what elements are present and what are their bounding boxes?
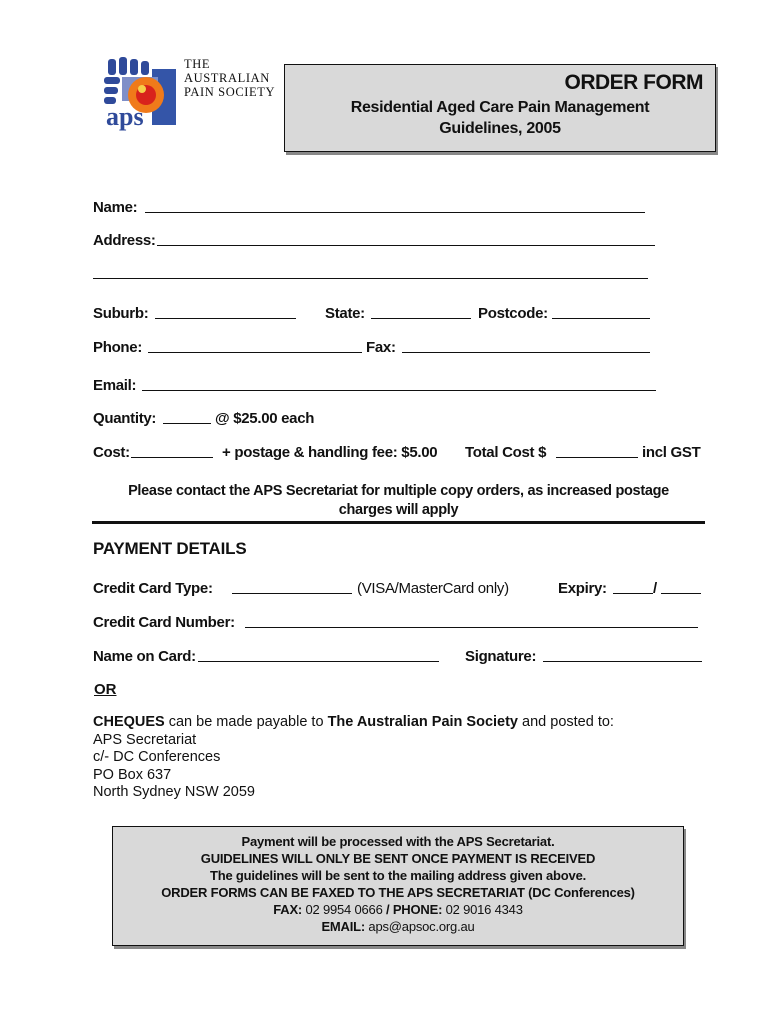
signature-field[interactable] bbox=[543, 661, 702, 662]
publication-title-line-2: Guidelines, 2005 bbox=[439, 120, 561, 137]
cost-field[interactable] bbox=[131, 457, 213, 458]
email-address: aps@apsoc.org.au bbox=[365, 919, 475, 934]
expiry-month-field[interactable] bbox=[613, 593, 653, 594]
postage-fee: + postage & handling fee: $5.00 bbox=[222, 444, 438, 461]
email-label-footer: EMAIL: bbox=[321, 919, 366, 934]
card-type-label: Credit Card Type: bbox=[93, 580, 213, 597]
section-divider bbox=[92, 521, 705, 524]
total-cost-field[interactable] bbox=[556, 457, 638, 458]
aps-logo bbox=[102, 55, 282, 133]
postal-address-line-3: PO Box 637 bbox=[93, 766, 172, 783]
card-type-field[interactable] bbox=[232, 593, 352, 594]
cheque-text-tail: and posted to: bbox=[518, 714, 614, 730]
quantity-field[interactable] bbox=[163, 423, 211, 424]
phone-label-footer: / PHONE: bbox=[386, 902, 443, 917]
email-field[interactable] bbox=[142, 390, 656, 391]
expiry-separator: / bbox=[653, 580, 657, 597]
multiple-copy-notice bbox=[92, 482, 705, 520]
postal-address-line-2: c/- DC Conferences bbox=[93, 749, 221, 765]
address-field-2[interactable] bbox=[93, 278, 648, 279]
cheque-instructions bbox=[93, 714, 614, 802]
logo-wordmark bbox=[184, 57, 275, 99]
logo-line-1: THE bbox=[184, 57, 211, 71]
cheque-payee: The Australian Pain Society bbox=[327, 714, 518, 730]
cheque-text-mid: can be made payable to bbox=[164, 714, 328, 730]
postal-address-line-4: North Sydney NSW 2059 bbox=[93, 784, 255, 800]
footer-contact bbox=[113, 901, 683, 918]
expiry-label: Expiry: bbox=[558, 580, 607, 597]
fax-label-footer: FAX: bbox=[273, 902, 303, 917]
notice-line-1: Please contact the APS Secretariat for multiple copy orders, as increased postage bbox=[128, 483, 669, 499]
email-label: Email: bbox=[93, 377, 137, 394]
phone-label: Phone: bbox=[93, 339, 143, 356]
footer-email bbox=[113, 918, 683, 935]
name-field[interactable] bbox=[145, 212, 645, 213]
postal-address-line-1: APS Secretariat bbox=[93, 731, 197, 748]
suburb-label: Suburb: bbox=[93, 305, 149, 322]
postcode-label: Postcode: bbox=[478, 305, 548, 322]
logo-line-2: AUSTRALIAN bbox=[184, 71, 270, 85]
publication-title bbox=[285, 97, 715, 139]
state-field[interactable] bbox=[371, 318, 471, 319]
payment-details-heading: PAYMENT DETAILS bbox=[93, 539, 247, 558]
cost-label: Cost: bbox=[93, 444, 130, 461]
signature-label: Signature: bbox=[465, 648, 537, 665]
publication-title-line-1: Residential Aged Care Pain Management bbox=[350, 99, 650, 116]
total-cost-label: Total Cost $ bbox=[465, 444, 547, 461]
address-field-1[interactable] bbox=[157, 245, 655, 246]
name-on-card-field[interactable] bbox=[198, 661, 439, 662]
or-separator: OR bbox=[94, 681, 117, 698]
phone-field[interactable] bbox=[148, 352, 362, 353]
quantity-label: Quantity: bbox=[93, 410, 157, 427]
fax-label: Fax: bbox=[366, 339, 396, 356]
unit-price: @ $25.00 each bbox=[215, 410, 315, 427]
title-box bbox=[284, 64, 716, 152]
footer-line-1: Payment will be processed with the APS Secretariat. bbox=[241, 834, 555, 849]
card-number-field[interactable] bbox=[245, 627, 698, 628]
aps-logo-mark bbox=[102, 55, 180, 131]
order-form-title: ORDER FORM bbox=[564, 71, 703, 94]
logo-abbr: aps bbox=[106, 102, 144, 131]
fax-number: 02 9954 0666 bbox=[302, 902, 387, 917]
card-number-label: Credit Card Number: bbox=[93, 614, 235, 631]
incl-gst: incl GST bbox=[642, 444, 701, 461]
cheques-keyword: CHEQUES bbox=[93, 714, 165, 730]
cheque-sentence bbox=[93, 714, 614, 732]
phone-number: 02 9016 4343 bbox=[442, 902, 523, 917]
fax-field[interactable] bbox=[402, 352, 650, 353]
name-label: Name: bbox=[93, 199, 138, 216]
payment-info-box bbox=[112, 826, 684, 946]
footer-line-3: The guidelines will be sent to the mailing address given above. bbox=[209, 868, 587, 883]
card-type-note: (VISA/MasterCard only) bbox=[357, 580, 509, 597]
logo-line-3: PAIN SOCIETY bbox=[184, 85, 276, 99]
suburb-field[interactable] bbox=[155, 318, 296, 319]
footer-line-4: ORDER FORMS CAN BE FAXED TO THE APS SECRETARIAT (DC Conferences) bbox=[161, 885, 635, 900]
state-label: State: bbox=[325, 305, 365, 322]
footer-line-2: GUIDELINES WILL ONLY BE SENT ONCE PAYMENT IS RECEIVED bbox=[200, 851, 596, 866]
name-on-card-label: Name on Card: bbox=[93, 648, 196, 665]
notice-line-2: charges will apply bbox=[338, 502, 459, 518]
address-label: Address: bbox=[93, 232, 156, 249]
expiry-year-field[interactable] bbox=[661, 593, 701, 594]
postcode-field[interactable] bbox=[552, 318, 650, 319]
